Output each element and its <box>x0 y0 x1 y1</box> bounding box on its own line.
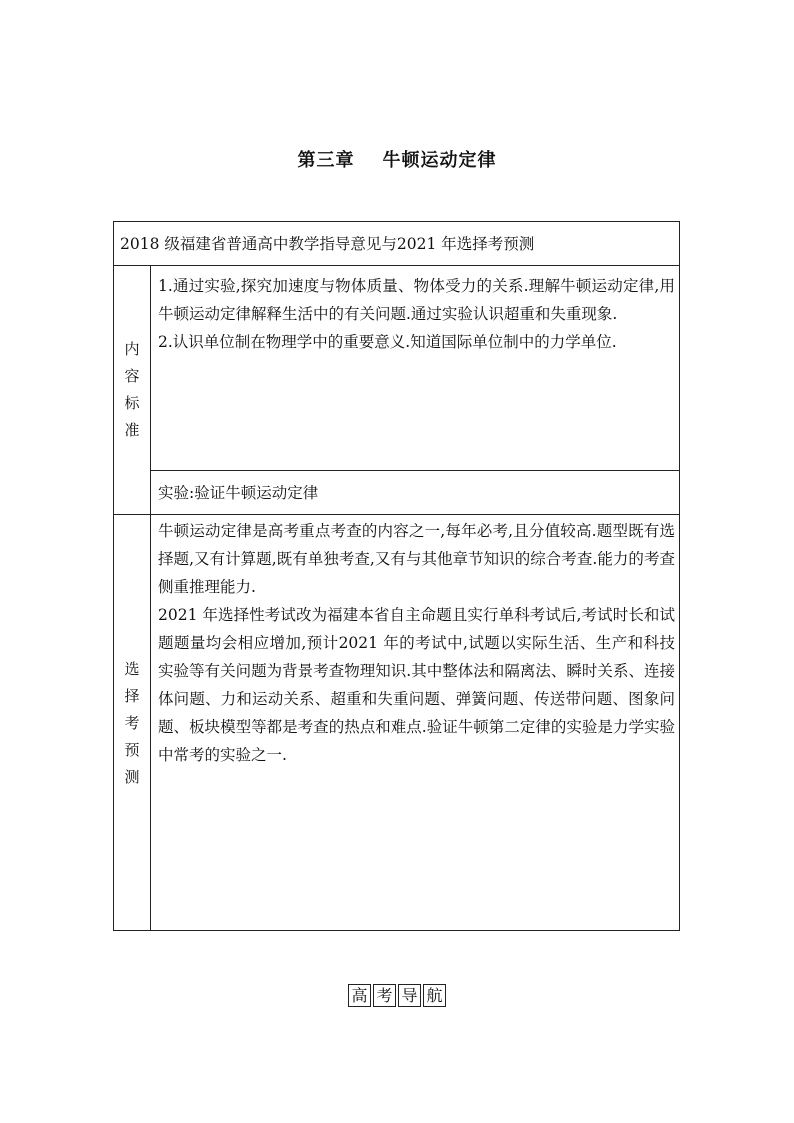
content-standard-label <box>114 266 151 515</box>
exam-prediction-text <box>151 515 679 931</box>
exam-guide-badges <box>0 984 794 1007</box>
standard-item-1: 1.通过实验,探究加速度与物体质量、物体受力的关系.理解牛顿运动定律,用牛顿运动定律解释生活中的有关问题.通过实验认识超重和失重现象. <box>158 277 675 323</box>
chapter-name: 牛顿运动定律 <box>382 150 497 171</box>
content-standard-text <box>151 266 679 471</box>
chapter-title <box>0 146 794 172</box>
experiment-text: 实验:验证牛顿运动定律 <box>151 471 679 515</box>
table-header: 2018 级福建省普通高中教学指导意见与2021 年选择考预测 <box>114 222 679 266</box>
badge-char: 考 <box>373 984 396 1007</box>
exam-prediction-label <box>114 515 151 931</box>
label-char: 预 <box>124 740 140 759</box>
prediction-paragraph-1: 牛顿运动定律是高考重点考查的内容之一,每年必考,且分值较高.题型既有选择题,又有计算题,既有单独考查,又有与其他章节知识的综合考查.能力的考查侧重推理能力. <box>158 522 675 596</box>
label-char: 择 <box>124 686 140 705</box>
label-char: 测 <box>124 767 140 786</box>
badge-char: 航 <box>423 984 446 1007</box>
standard-item-2: 2.认识单位制在物理学中的重要意义.知道国际单位制中的力学单位. <box>158 333 617 351</box>
badge-char: 导 <box>398 984 421 1007</box>
chapter-number: 第三章 <box>297 150 355 171</box>
label-char: 选 <box>124 659 140 678</box>
label-char: 准 <box>124 421 140 439</box>
label-char: 内 <box>124 340 140 358</box>
label-char: 考 <box>124 713 140 732</box>
badge-char: 高 <box>348 984 371 1007</box>
label-char: 容 <box>124 367 140 385</box>
curriculum-table <box>113 221 680 931</box>
prediction-paragraph-2: 2021 年选择性考试改为福建本省自主命题且实行单科考试后,考试时长和试题题量均会相应增加,预计2021 年的考试中,试题以实际生活、生产和科技实验等有关问题为背景考查物理知识.其中整体法和隔离法、瞬时关系、连接体问题、力和运动关系、超重和失重问题、弹簧问题、传送带问题、图象问题、板块模型等都是考查的热点和难点.验证牛顿第二定律的实验是力学实验中常考的实验之一. <box>158 606 675 764</box>
label-char: 标 <box>124 394 140 412</box>
